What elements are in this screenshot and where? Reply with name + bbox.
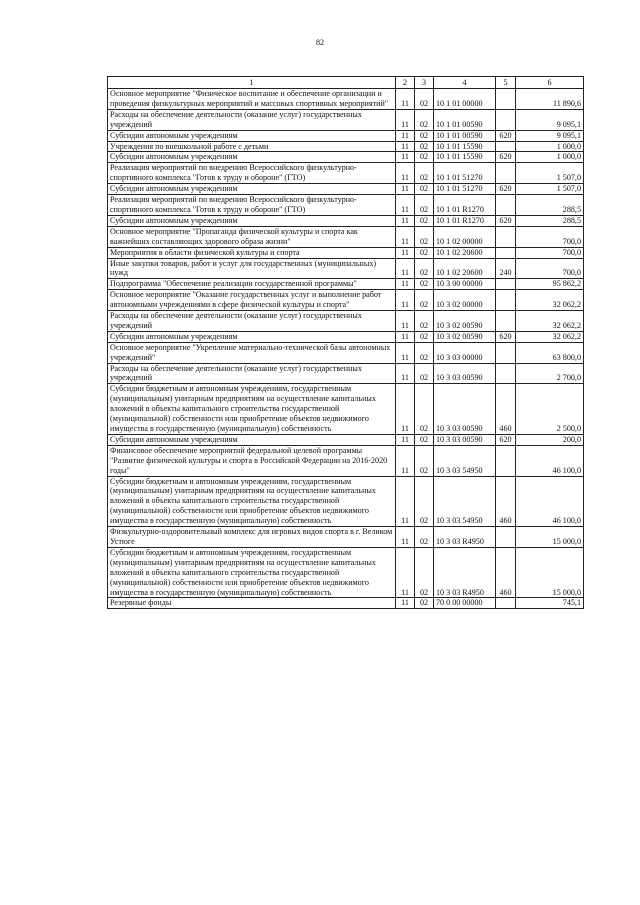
table-row (108, 130, 584, 141)
row-name: Иные закупки товаров, работ и услуг для государственных (муниципальных) нужд (108, 258, 396, 279)
row-section: 11 (396, 215, 415, 226)
row-expense-type: 240 (496, 258, 516, 279)
row-subsection: 02 (415, 598, 434, 609)
row-name: Субсидии бюджетным и автономным учреждениям, государственным (муниципальным) унитарным предприятиям на осуществление капитальных вложений в объекты капитального строительства государственной (муниципальной) собственности или приобретение объектов недвижимого имущества в государственную (муниципальную) собственность (108, 384, 396, 435)
row-subsection: 02 (415, 215, 434, 226)
row-expense-type (496, 598, 516, 609)
row-target-code: 10 1 02 00000 (434, 226, 496, 247)
row-section: 11 (396, 226, 415, 247)
row-amount: 46 100,0 (516, 476, 584, 527)
table-row (108, 384, 584, 435)
row-amount: 32 062,2 (516, 311, 584, 332)
row-section: 11 (396, 195, 415, 216)
row-target-code: 70 0 00 00000 (434, 598, 496, 609)
row-target-code: 10 3 03 00590 (434, 363, 496, 384)
row-target-code: 10 3 02 00000 (434, 290, 496, 311)
header-cell: 4 (434, 77, 496, 89)
row-name: Расходы на обеспечение деятельности (оказание услуг) государственных учреждений (108, 311, 396, 332)
row-subsection: 02 (415, 342, 434, 363)
row-expense-type: 620 (496, 331, 516, 342)
row-name: Физкультурно-оздоровительный комплекс для игровых видов спорта в г. Великом Устюге (108, 527, 396, 548)
row-target-code: 10 1 01 00590 (434, 130, 496, 141)
row-target-code: 10 3 03 00000 (434, 342, 496, 363)
row-amount: 11 890,6 (516, 89, 584, 110)
row-expense-type (496, 342, 516, 363)
row-subsection: 02 (415, 434, 434, 445)
row-section: 11 (396, 279, 415, 290)
row-target-code: 10 1 01 R1270 (434, 195, 496, 216)
table-row (108, 152, 584, 163)
row-section: 11 (396, 527, 415, 548)
row-subsection: 02 (415, 141, 434, 152)
row-subsection: 02 (415, 247, 434, 258)
row-section: 11 (396, 152, 415, 163)
row-target-code: 10 1 01 15590 (434, 152, 496, 163)
row-subsection: 02 (415, 384, 434, 435)
row-amount: 1 000,0 (516, 152, 584, 163)
table-row (108, 89, 584, 110)
row-target-code: 10 3 03 R4950 (434, 527, 496, 548)
row-section: 11 (396, 258, 415, 279)
row-expense-type: 620 (496, 434, 516, 445)
row-name: Расходы на обеспечение деятельности (оказание услуг) государственных учреждений (108, 363, 396, 384)
header-cell: 3 (415, 77, 434, 89)
row-subsection: 02 (415, 130, 434, 141)
row-expense-type (496, 109, 516, 130)
table-row (108, 290, 584, 311)
row-target-code: 10 3 03 R4950 (434, 547, 496, 598)
row-subsection: 02 (415, 527, 434, 548)
row-section: 11 (396, 598, 415, 609)
row-expense-type: 460 (496, 547, 516, 598)
row-expense-type: 620 (496, 130, 516, 141)
row-amount: 32 062,2 (516, 290, 584, 311)
row-expense-type (496, 163, 516, 184)
row-expense-type (496, 527, 516, 548)
row-subsection: 02 (415, 258, 434, 279)
row-section: 11 (396, 445, 415, 476)
row-amount: 15 000,0 (516, 527, 584, 548)
row-name: Финансовое обеспечение мероприятий федеральной целевой программы "Развитие физической культуры и спорта в Российской Федерации на 2016-2020 годы" (108, 445, 396, 476)
row-amount: 32 062,2 (516, 331, 584, 342)
row-target-code: 10 1 01 00590 (434, 109, 496, 130)
row-subsection: 02 (415, 445, 434, 476)
row-name: Субсидии бюджетным и автономным учреждениям, государственным (муниципальным) унитарным предприятиям на осуществление капитальных вложений в объекты капитального строительства государственной (муниципальной) собственности или приобретение объектов недвижимого имущества в государственную (муниципальную) собственность (108, 476, 396, 527)
budget-table (107, 76, 584, 609)
row-amount: 63 800,0 (516, 342, 584, 363)
row-name: Субсидии автономным учреждениям (108, 215, 396, 226)
row-name: Подпрограмма "Обеспечение реализации государственной программы" (108, 279, 396, 290)
row-name: Основное мероприятие "Физическое воспитание и обеспечение организации и проведения физкультурных мероприятий и массовых спортивных мероприятий" (108, 89, 396, 110)
row-name: Мероприятия в области физической культуры и спорта (108, 247, 396, 258)
row-name: Субсидии автономным учреждениям (108, 152, 396, 163)
row-expense-type: 620 (496, 184, 516, 195)
row-expense-type (496, 247, 516, 258)
row-target-code: 10 3 03 00590 (434, 384, 496, 435)
row-name: Субсидии автономным учреждениям (108, 434, 396, 445)
row-amount: 1 507,0 (516, 184, 584, 195)
row-section: 11 (396, 290, 415, 311)
row-expense-type (496, 445, 516, 476)
row-target-code: 10 3 03 54950 (434, 445, 496, 476)
row-name: Основное мероприятие "Оказание государственных услуг и выполнение работ автономными учреждениями в сфере физической культуры и спорта" (108, 290, 396, 311)
row-target-code: 10 1 01 R1270 (434, 215, 496, 226)
row-subsection: 02 (415, 109, 434, 130)
table-row (108, 163, 584, 184)
row-subsection: 02 (415, 363, 434, 384)
row-subsection: 02 (415, 331, 434, 342)
table-row (108, 184, 584, 195)
header-cell: 6 (516, 77, 584, 89)
row-section: 11 (396, 476, 415, 527)
row-subsection: 02 (415, 163, 434, 184)
row-section: 11 (396, 547, 415, 598)
row-section: 11 (396, 130, 415, 141)
row-target-code: 10 3 00 00000 (434, 279, 496, 290)
row-amount: 1 507,0 (516, 163, 584, 184)
row-section: 11 (396, 247, 415, 258)
row-name: Субсидии автономным учреждениям (108, 130, 396, 141)
row-subsection: 02 (415, 547, 434, 598)
table-row (108, 476, 584, 527)
row-name: Реализация мероприятий по внедрению Всероссийского физкультурно-спортивного комплекса "Готов к труду и обороне" (ГТО) (108, 195, 396, 216)
table-row (108, 363, 584, 384)
row-name: Субсидии автономным учреждениям (108, 184, 396, 195)
row-amount: 700,0 (516, 247, 584, 258)
page-number: 82 (316, 38, 324, 47)
row-subsection: 02 (415, 89, 434, 110)
row-amount: 1 000,0 (516, 141, 584, 152)
row-target-code: 10 1 02 20600 (434, 247, 496, 258)
row-expense-type (496, 311, 516, 332)
row-expense-type: 460 (496, 476, 516, 527)
row-amount: 700,0 (516, 258, 584, 279)
table-row (108, 141, 584, 152)
row-section: 11 (396, 384, 415, 435)
row-amount: 288,5 (516, 195, 584, 216)
row-section: 11 (396, 141, 415, 152)
row-expense-type (496, 141, 516, 152)
table-row (108, 434, 584, 445)
header-cell: 2 (396, 77, 415, 89)
row-expense-type: 620 (496, 152, 516, 163)
row-amount: 700,0 (516, 226, 584, 247)
row-subsection: 02 (415, 184, 434, 195)
row-amount: 95 862,2 (516, 279, 584, 290)
row-name: Расходы на обеспечение деятельности (оказание услуг) государственных учреждений (108, 109, 396, 130)
row-amount: 9 095,1 (516, 130, 584, 141)
table-row (108, 547, 584, 598)
row-section: 11 (396, 363, 415, 384)
row-target-code: 10 1 01 51270 (434, 163, 496, 184)
row-section: 11 (396, 342, 415, 363)
table-row (108, 109, 584, 130)
row-target-code: 10 3 02 00590 (434, 311, 496, 332)
row-expense-type (496, 279, 516, 290)
row-amount: 9 095,1 (516, 109, 584, 130)
row-amount: 288,5 (516, 215, 584, 226)
row-amount: 15 000,0 (516, 547, 584, 598)
row-subsection: 02 (415, 226, 434, 247)
table-row (108, 445, 584, 476)
table-row (108, 527, 584, 548)
row-target-code: 10 1 01 51270 (434, 184, 496, 195)
table-row (108, 598, 584, 609)
table-row (108, 247, 584, 258)
header-cell: 1 (108, 77, 396, 89)
row-expense-type (496, 195, 516, 216)
row-subsection: 02 (415, 195, 434, 216)
row-subsection: 02 (415, 311, 434, 332)
header-cell: 5 (496, 77, 516, 89)
row-expense-type (496, 89, 516, 110)
row-target-code: 10 1 01 15590 (434, 141, 496, 152)
row-amount: 200,0 (516, 434, 584, 445)
row-name: Субсидии бюджетным и автономным учреждениям, государственным (муниципальным) унитарным предприятиям на осуществление капитальных вложений в объекты капитального строительства государственной (муниципальной) собственности или приобретение объектов недвижимого имущества в государственную (муниципальную) собственность (108, 547, 396, 598)
row-subsection: 02 (415, 279, 434, 290)
row-section: 11 (396, 331, 415, 342)
table-row (108, 258, 584, 279)
row-section: 11 (396, 89, 415, 110)
row-expense-type (496, 226, 516, 247)
header-row (108, 77, 584, 89)
row-section: 11 (396, 163, 415, 184)
row-expense-type (496, 363, 516, 384)
row-name: Основное мероприятие "Укрепление материально-технической базы автономных учреждений" (108, 342, 396, 363)
row-name: Реализация мероприятий по внедрению Всероссийского физкультурно-спортивного комплекса "Готов к труду и обороне" (ГТО) (108, 163, 396, 184)
table-row (108, 342, 584, 363)
row-expense-type: 620 (496, 215, 516, 226)
row-name: Основное мероприятие "Пропаганда физической культуры и спорта как важнейших составляющих здорового образа жизни" (108, 226, 396, 247)
row-expense-type (496, 290, 516, 311)
row-amount: 2 500,0 (516, 384, 584, 435)
row-subsection: 02 (415, 290, 434, 311)
row-amount: 46 100,0 (516, 445, 584, 476)
row-section: 11 (396, 434, 415, 445)
table-row (108, 215, 584, 226)
table-row (108, 311, 584, 332)
row-amount: 745,1 (516, 598, 584, 609)
row-name: Учреждения по внешкольной работе с детьми (108, 141, 396, 152)
row-section: 11 (396, 109, 415, 130)
row-target-code: 10 3 03 00590 (434, 434, 496, 445)
table-row (108, 226, 584, 247)
row-section: 11 (396, 311, 415, 332)
row-name: Резервные фонды (108, 598, 396, 609)
row-subsection: 02 (415, 476, 434, 527)
table-row (108, 195, 584, 216)
row-expense-type: 460 (496, 384, 516, 435)
row-name: Субсидии автономным учреждениям (108, 331, 396, 342)
table-row (108, 331, 584, 342)
table-row (108, 279, 584, 290)
row-amount: 2 700,0 (516, 363, 584, 384)
row-target-code: 10 3 03 54950 (434, 476, 496, 527)
row-target-code: 10 1 02 20600 (434, 258, 496, 279)
row-section: 11 (396, 184, 415, 195)
row-target-code: 10 3 02 00590 (434, 331, 496, 342)
row-subsection: 02 (415, 152, 434, 163)
row-target-code: 10 1 01 00000 (434, 89, 496, 110)
